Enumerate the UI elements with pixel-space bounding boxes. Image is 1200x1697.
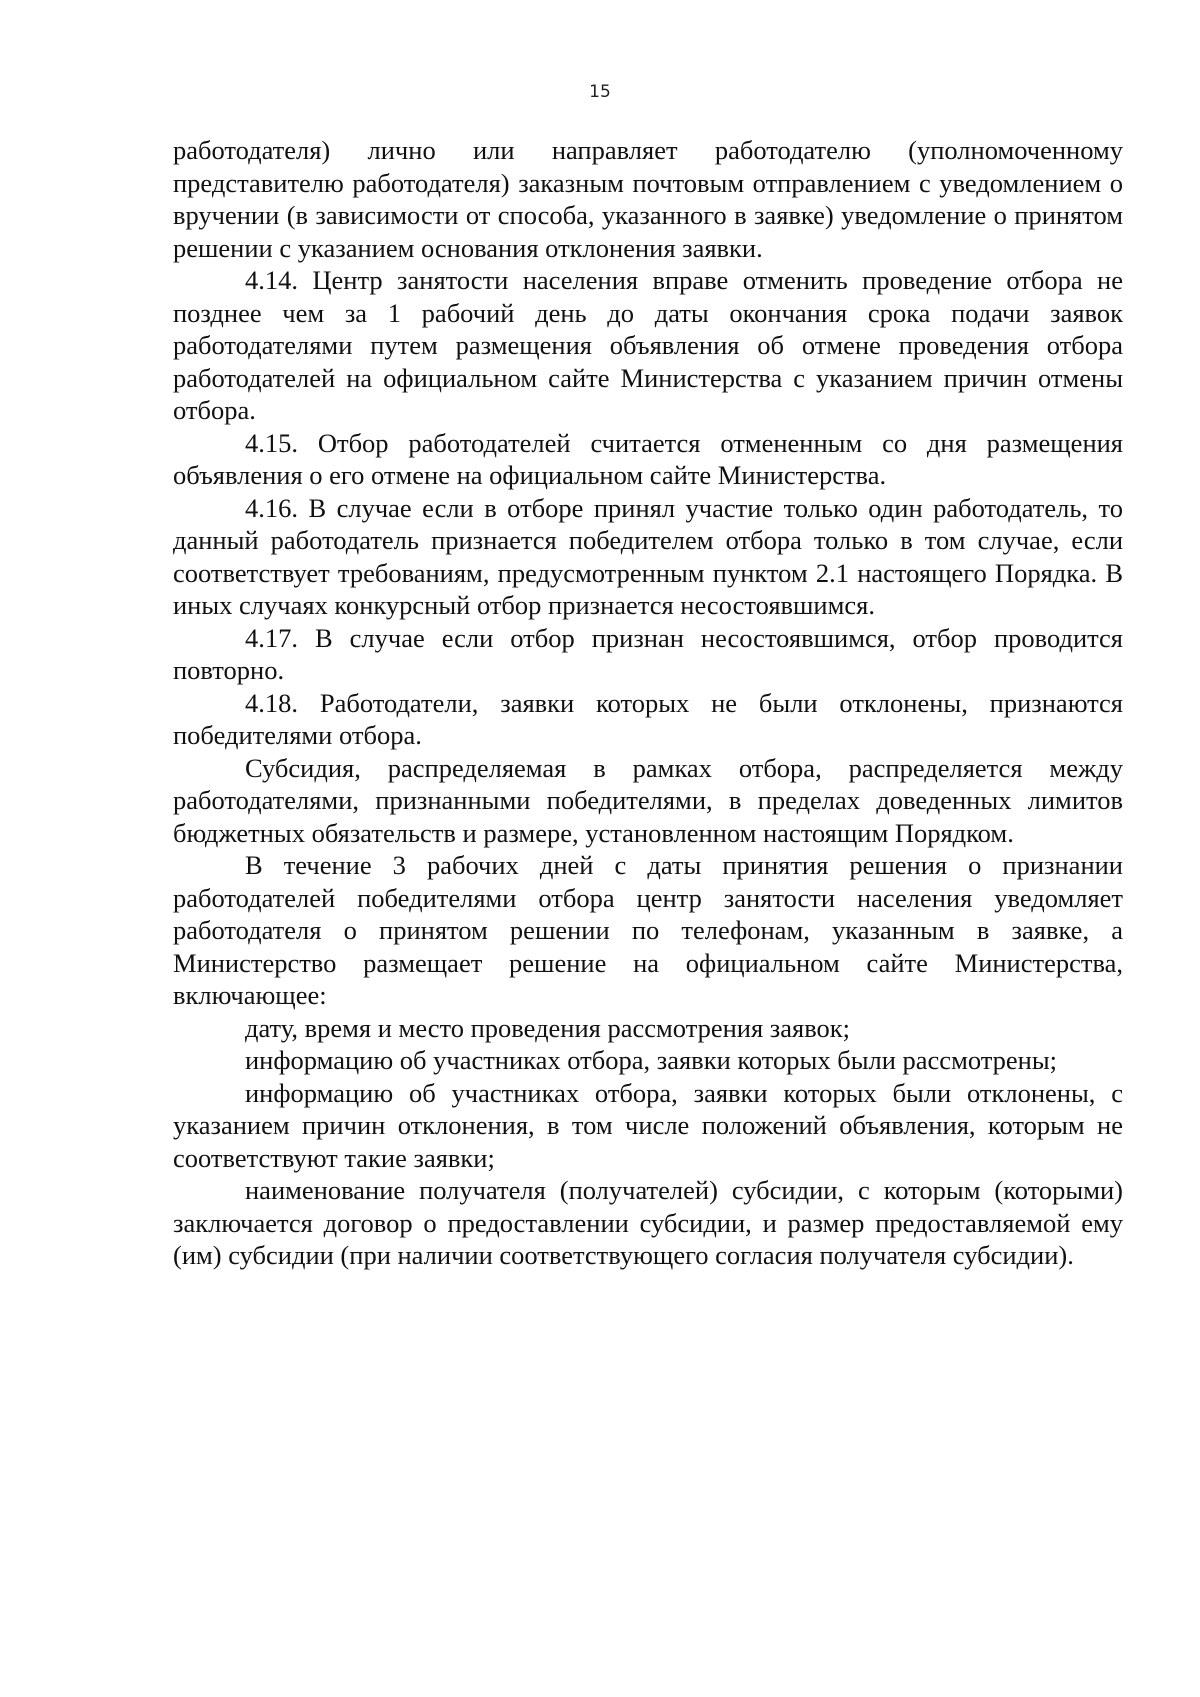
paragraph-4-17: 4.17. В случае если отбор признан несостоявшимся, отбор проводится повторно. <box>173 622 1123 685</box>
paragraph-4-14: 4.14. Центр занятости населения вправе отменить проведение отбора не позднее чем за 1 рабочий день до даты окончания срока подачи заявок работодателями путем размещения объявления об отмене проведения отбора работодателей на официальном сайте Министерства с указанием причин отмены отбора. <box>173 265 1123 425</box>
list-item-reviewed-participants: информацию об участниках отбора, заявки которых были рассмотрены; <box>245 1045 1058 1075</box>
page-number: 15 <box>589 82 611 102</box>
list-item-rejected-participants: информацию об участниках отбора, заявки которых были отклонены, с указанием причин отклонения, в том числе положений объявления, которым не соответствуют такие заявки; <box>173 1077 1123 1173</box>
list-item-date-time-place: дату, время и место проведения рассмотрения заявок; <box>245 1012 851 1043</box>
paragraph-4-16: 4.16. В случае если в отборе принял участие только один работодатель, то данный работодатель признается победителем отбора только в том случае, если соответствует требованиям, предусмотренным пунктом 2.1 настоящего Порядка. В иных случаях конкурсный отбор признается несостоявшимся. <box>173 492 1123 620</box>
paragraph-4-15: 4.15. Отбор работодателей считается отмененным со дня размещения объявления о его отмене на официальном сайте Министерства. <box>173 427 1123 490</box>
paragraph-continuation: работодателя) лично или направляет работодателю (уполномоченному представителю работодателя) заказным почтовым отправлением с уведомлением о вручении (в зависимости от способа, указанного в заявке) уведомление о принятом решении с указанием основания отклонения заявки. <box>173 135 1123 263</box>
paragraph-4-18: 4.18. Работодатели, заявки которых не были отклонены, признаются победителями отбора. <box>173 687 1123 750</box>
paragraph-subsidy-distribution: Субсидия, распределяемая в рамках отбора, распределяется между работодателями, признанными победителями, в пределах доведенных лимитов бюджетных обязательств и размере, установленном настоящим Порядком. <box>173 752 1123 848</box>
list-item-subsidy-recipient: наименование получателя (получателей) субсидии, с которым (которыми) заключается договор о предоставлении субсидии, и размер предоставляемой ему (им) субсидии (при наличии соответствующего согласия получателя субсидии). <box>173 1175 1123 1270</box>
paragraph-notification: В течение 3 рабочих дней с даты принятия решения о признании работодателей победителями отбора центр занятости населения уведомляет работодателя о принятом решении по телефонам, указанным в заявке, а Министерство размещает решение на официальном сайте Министерства, включающее: <box>173 850 1123 1010</box>
document-body <box>173 134 1123 1272</box>
